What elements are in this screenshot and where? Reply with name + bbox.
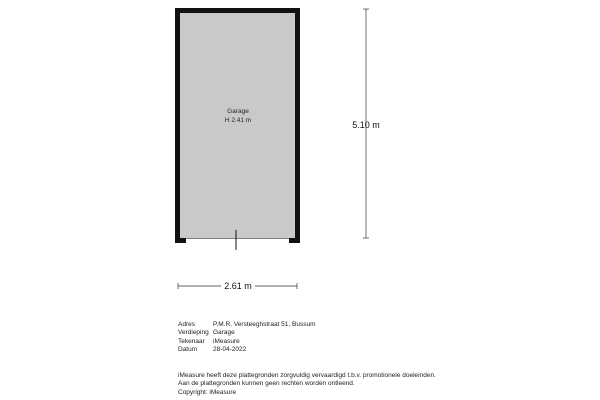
garage-floor bbox=[180, 13, 295, 238]
info-block bbox=[178, 321, 316, 354]
copyright-line: Copyright: iMeasure bbox=[178, 388, 237, 396]
info-key: Datum bbox=[178, 345, 198, 353]
info-row-floor bbox=[178, 329, 316, 337]
room-height: H 2.41 m bbox=[224, 117, 252, 124]
info-value: Garage bbox=[213, 329, 235, 337]
info-row-address bbox=[178, 321, 316, 329]
room-name: Garage bbox=[227, 108, 249, 115]
height-dimension-label: 5.10 m bbox=[352, 120, 380, 130]
info-value: 28-04-2022 bbox=[213, 345, 247, 353]
info-row-date bbox=[178, 346, 316, 354]
disclaimer bbox=[178, 372, 436, 397]
info-key: Adres bbox=[178, 321, 195, 328]
disclaimer-line: Aan de plattegronden kunnen geen rechten worden ontleend. bbox=[178, 380, 355, 388]
garage-door-jamb-left bbox=[183, 238, 186, 241]
width-dimension-label: 2.61 m bbox=[224, 281, 252, 291]
info-row-drafter bbox=[178, 338, 316, 346]
info-value: iMeasure bbox=[213, 337, 240, 345]
info-key: Tekenaar bbox=[178, 337, 205, 345]
disclaimer-line: iMeasure heeft deze plattegronden zorgvuldig vervaardigd t.b.v. promotionele doeleinden. bbox=[178, 372, 436, 379]
info-key: Verdieping bbox=[178, 329, 209, 337]
info-value: P.M.R. Versteeghstraat 51, Bussum bbox=[213, 321, 316, 328]
garage-door-jamb-right bbox=[289, 238, 292, 241]
